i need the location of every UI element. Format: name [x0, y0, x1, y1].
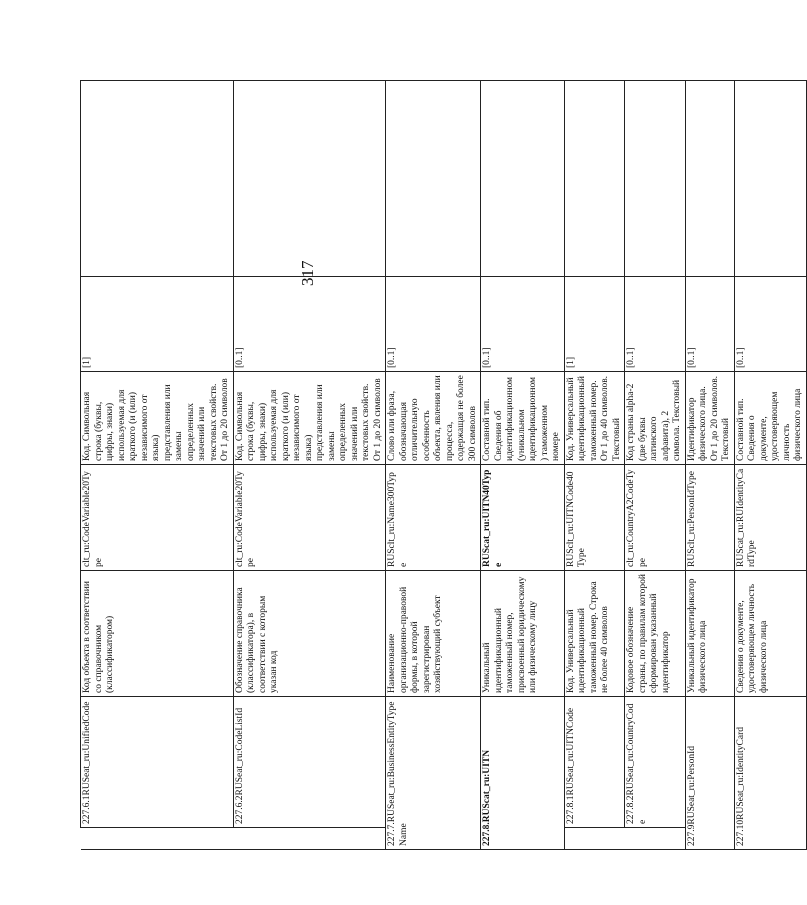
row-mult: [1] [564, 277, 625, 372]
row-type: RUScat_ru:RUIdentityCardType [734, 465, 806, 571]
table-row [233, 81, 386, 850]
row-desc: Уникальный идентификационный таможенный номер, присвоенный юридическому или физическому лицу [481, 571, 565, 697]
row-desc: Код. Универсальный идентификационный таможенный номер. Строка не более 40 символов [564, 571, 625, 697]
table-row [481, 81, 565, 850]
row-extra [386, 81, 481, 277]
row-extra [625, 81, 686, 277]
row-extra [734, 81, 806, 277]
row-name: 227.8.1RUSeat_ru:UITNCode [564, 697, 625, 828]
rotated-table-container [80, 80, 803, 850]
row-type-desc: Составной тип. Сведения об идентификационном (уникальном идентификационном) таможенном номере [481, 372, 565, 465]
row-name: 227.9RUSeat_ru:PersonId [685, 697, 734, 850]
row-type-desc: Код страны alpha-2 (две буквы латинского алфавита), 2 символа. Текстовый [625, 372, 686, 465]
row-extra [81, 81, 234, 277]
row-desc: Код объекта в соответствии со справочником (классификатором) [81, 571, 234, 697]
table-row [625, 81, 686, 850]
row-type-desc: Составной тип. Сведения о документе, удостоверяющем личность физического лица [734, 372, 806, 465]
row-extra [564, 81, 625, 277]
indent-cell [81, 828, 234, 850]
row-desc: Уникальный идентификатор физического лица [685, 571, 734, 697]
row-desc: Сведения о документе, удостоверяющем личность физического лица [734, 571, 806, 697]
row-type-desc: Код. Универсальный идентификационный таможенный номер. От 1 до 40 символов. Текстовый [564, 372, 625, 465]
row-mult: [0..1] [685, 277, 734, 372]
row-type-desc: Код. Символьная строка (буквы, цифры, знаки) используемая для краткого (и (или) независимого от языка) представления или замены определенных значений или текстовых свойств. От 1 до 20 символов [233, 372, 386, 465]
row-type: RUSclt_ru:PersonIdType [685, 465, 734, 571]
row-name: 227.6.2RUSeat_ru:CodeListId [233, 697, 386, 828]
row-desc: Обозначение справочника (классификатора), в соответствии с которым указан код [233, 571, 386, 697]
row-mult: [0..1] [233, 277, 386, 372]
row-name: 227.7.RUSeat_ru:BusinessEntityTypeName [386, 697, 481, 850]
page-number: 317 [298, 260, 317, 286]
indent-cell [625, 828, 686, 850]
row-desc: Наименование организационно-правовой формы, в которой зарегистрирован хозяйствующий субъект [386, 571, 481, 697]
table-row [564, 81, 625, 850]
row-type: RUScat_ru:UITN40Type [481, 465, 565, 571]
row-mult: [1] [81, 277, 234, 372]
row-name: 227.8.RUScat_ru:UITN [481, 697, 565, 850]
row-desc: Кодовое обозначение страны, по правилам которой сформирован указанный идентификатор [625, 571, 686, 697]
row-extra [481, 81, 565, 277]
row-type: clt_ru:CodeVariable20Type [81, 465, 234, 571]
row-name: 227.10RUSeat_ru:IdentityCard [734, 697, 806, 850]
table-row [734, 81, 806, 850]
row-name: 227.6.1RUSeat_ru:UnifiedCode [81, 697, 234, 828]
row-name: 227.8.2RUSeat_ru:CountryCode [625, 697, 686, 828]
indent-cell [564, 828, 625, 850]
row-extra [685, 81, 734, 277]
table-row [685, 81, 734, 850]
row-type: RUSclt_ru:Name300Type [386, 465, 481, 571]
row-type-desc: Слово или фраза, обозначающая отличительную особенность объекта, явления или процесса, содержащая не более 300 символов [386, 372, 481, 465]
row-type-desc: Идентификатор физического лица. От 1 до 20 символов. Текстовый [685, 372, 734, 465]
row-type: clt_ru:CountryA2CodeType [625, 465, 686, 571]
indent-cell [233, 828, 386, 850]
row-mult: [0..1] [481, 277, 565, 372]
row-mult: [0..1] [734, 277, 806, 372]
row-extra [233, 81, 386, 286]
row-mult: [0..1] [386, 277, 481, 372]
table-row [81, 81, 234, 850]
row-mult: [0..1] [625, 277, 686, 372]
table-row [386, 81, 481, 850]
row-type: RUSclt_ru:UITNCode40Type [564, 465, 625, 571]
spec-table [80, 80, 807, 850]
row-type: clt_ru:CodeVariable20Type [233, 465, 386, 571]
row-type-desc: Код. Символьная строка (буквы, цифры, знаки) используемая для краткого (и (или) независимого от языка) представления или замены определенных значений или текстовых свойств. От 1 до 20 символов [81, 372, 234, 465]
